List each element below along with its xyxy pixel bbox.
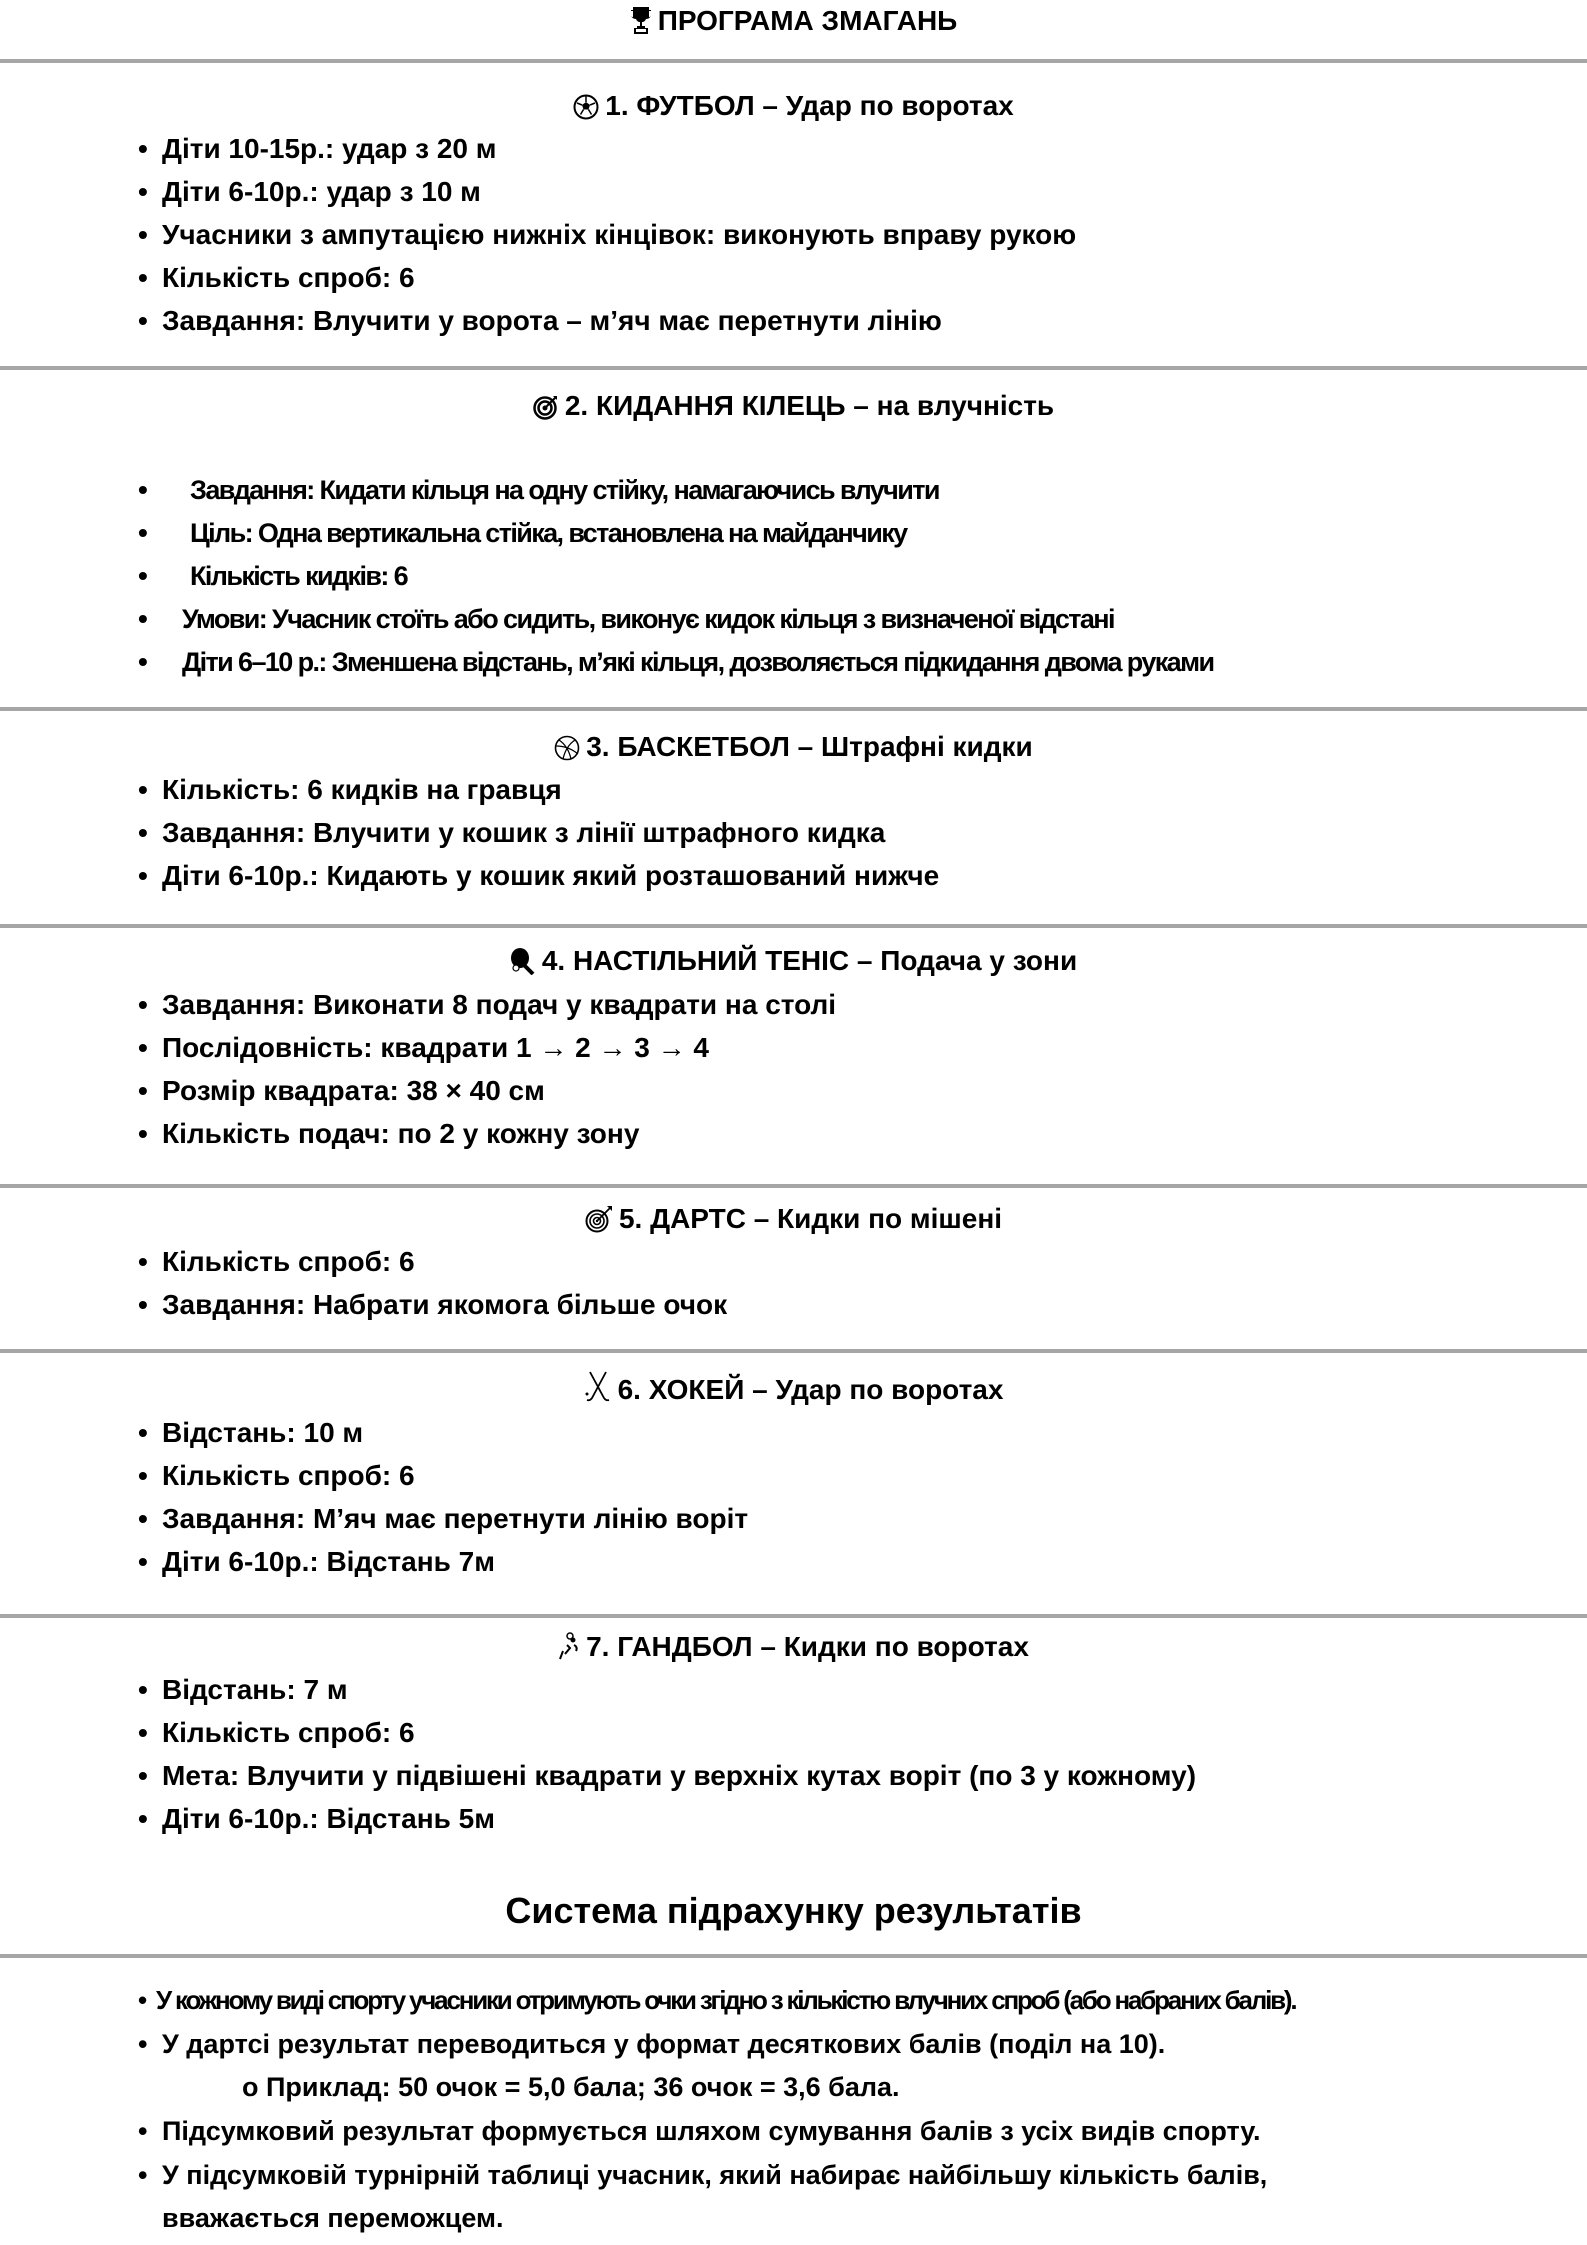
basketball-icon <box>554 732 580 772</box>
section-title: 1. ФУТБОЛ – Удар по воротах <box>605 90 1014 121</box>
darts-target-icon <box>585 1204 613 1244</box>
scoring-item: • У підсумковій турнірній таблиці учасник, який набирає найбільшу кількість балів, вважається переможцем. <box>138 2160 1268 2233</box>
list-item: • Ціль: Одна вертикальна стійка, встановлена на майданчику <box>138 517 907 548</box>
target-icon <box>533 391 559 431</box>
list-item: • Діти 6-10р.: Відстань 5м <box>138 1803 495 1834</box>
list-item: • Відстань: 7 м <box>138 1674 348 1705</box>
list-item: • Умови: Учасник стоїть або сидить, виконує кидок кільця з визначеної відстані <box>138 603 1114 634</box>
section-heading-hockey <box>0 1370 1587 1415</box>
list-item: • Мета: Влучити у підвішені квадрати у верхніх кутах воріт (по 3 у кожному) <box>138 1760 1197 1791</box>
ping-pong-icon <box>510 946 536 986</box>
section-heading-football <box>0 86 1587 131</box>
list-item: • Кількість подач: по 2 у кожну зону <box>138 1118 640 1149</box>
section-title: 3. БАСКЕТБОЛ – Штрафні кидки <box>586 731 1033 762</box>
scoring-item: • Підсумковий результат формується шляхом сумування балів з усіх видів спорту. <box>138 2116 1261 2146</box>
trophy-icon <box>630 5 652 45</box>
scoring-title: Система підрахунку результатів <box>505 1890 1082 1931</box>
section-title: 6. ХОКЕЙ – Удар по воротах <box>617 1374 1004 1405</box>
section-heading-handball <box>0 1627 1587 1672</box>
section-heading-darts <box>0 1199 1587 1244</box>
separator <box>0 707 1587 711</box>
list-item: • Завдання: Набрати якомога більше очок <box>138 1289 728 1320</box>
hockey-sticks-icon <box>584 1370 612 1415</box>
separator <box>0 1184 1587 1188</box>
list-item: • Діти 10-15р.: удар з 20 м <box>138 133 497 164</box>
handball-icon <box>558 1631 580 1672</box>
section-heading-ring-toss <box>0 386 1587 431</box>
list-item: • Діти 6-10р.: Відстань 7м <box>138 1546 495 1577</box>
list-item: • Діти 6–10 р.: Зменшена відстань, м’які кільця, дозволяється підкидання двома руками <box>138 646 1214 677</box>
section-title: 7. ГАНДБОЛ – Кидки по воротах <box>586 1631 1029 1662</box>
separator <box>0 1614 1587 1618</box>
scoring-item: • У дартсі результат переводиться у формат десяткових балів (поділ на 10). <box>138 2029 1166 2059</box>
scoring-item: • У кожному виді спорту учасники отримують очки згідно з кількістю влучних спроб (або набраних балів). <box>138 1985 1296 2015</box>
section-heading-table-tennis <box>0 941 1587 986</box>
list-item: • Завдання: Виконати 8 подач у квадрати на столі <box>138 989 837 1020</box>
section-title: 4. НАСТІЛЬНИЙ ТЕНІС – Подача у зони <box>541 945 1078 976</box>
section-title: 5. ДАРТС – Кидки по мішені <box>618 1203 1003 1234</box>
list-item: • Діти 6-10р.: Кидають у кошик який розташований нижче <box>138 860 940 891</box>
page-title-text: ПРОГРАМА ЗМАГАНЬ <box>657 5 958 36</box>
list-item: • Кількість спроб: 6 <box>138 1246 415 1277</box>
list-item: • Завдання: М’яч має перетнути лінію воріт <box>138 1503 749 1534</box>
separator <box>0 366 1587 370</box>
separator <box>0 924 1587 928</box>
list-item: • Кількість спроб: 6 <box>138 1460 415 1491</box>
list-item: • Кількість: 6 кидків на гравця <box>138 774 562 805</box>
list-item: • Кількість спроб: 6 <box>138 1717 415 1748</box>
section-heading-basketball <box>0 727 1587 772</box>
page-title <box>0 1 1587 45</box>
list-item: • Кількість кидків: 6 <box>138 560 408 591</box>
separator <box>0 1349 1587 1353</box>
list-item: • Завдання: Влучити у кошик з лінії штрафного кидка <box>138 817 886 848</box>
list-item: • Розмір квадрата: 38 × 40 см <box>138 1075 545 1106</box>
list-item: • Діти 6-10р.: удар з 10 м <box>138 176 481 207</box>
separator <box>0 1954 1587 1958</box>
separator <box>0 59 1587 63</box>
list-item: • Завдання: Влучити у ворота – м’яч має перетнути лінію <box>138 305 942 336</box>
list-item: • Учасники з ампутацією нижніх кінцівок: виконують вправу рукою <box>138 219 1077 250</box>
list-item: • Кількість спроб: 6 <box>138 262 415 293</box>
list-item: • Завдання: Кидати кільця на одну стійку, намагаючись влучити <box>138 474 939 505</box>
scoring-example: o Приклад: 50 очок = 5,0 бала; 36 очок = 3,6 бала. <box>242 2072 900 2102</box>
list-item: • Відстань: 10 м <box>138 1417 364 1448</box>
soccer-ball-icon <box>573 91 599 131</box>
list-item: • Послідовність: квадрати 1 → 2 → 3 → 4 <box>138 1032 709 1063</box>
section-title: 2. КИДАННЯ КІЛЕЦЬ – на влучність <box>564 390 1055 421</box>
